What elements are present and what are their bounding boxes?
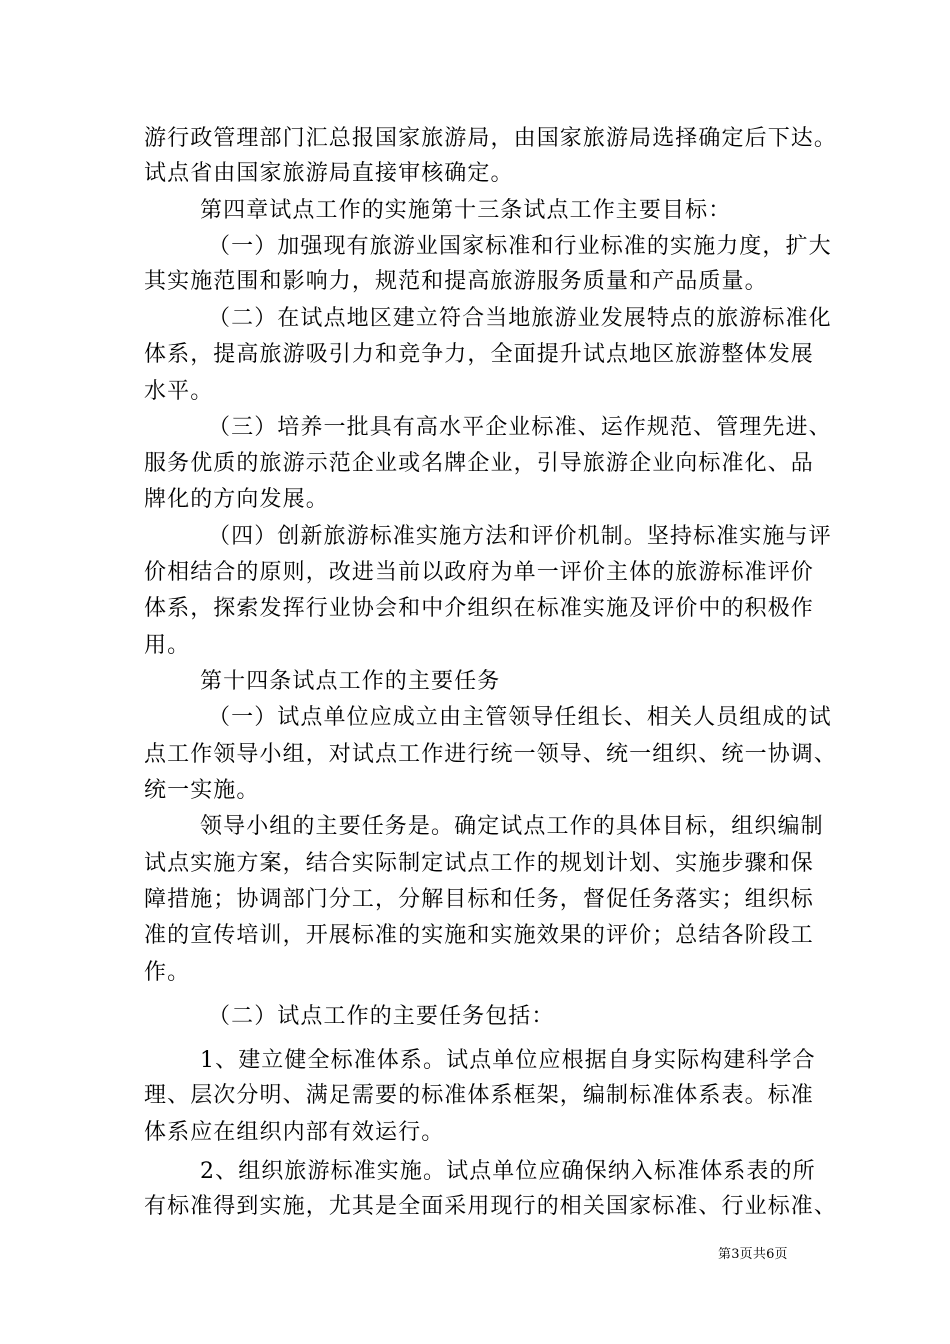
text-line: 其实施范围和影响力，规范和提高旅游服务质量和产品质量。 — [144, 269, 768, 294]
text-line: 障措施；协调部门分工，分解目标和任务，督促任务落实；组织标 — [144, 887, 814, 912]
text-line: 水平。 — [144, 379, 214, 404]
text-line: 试点省由国家旅游局直接审核确定。 — [144, 161, 514, 186]
text-line: 体系，探索发挥行业协会和中介组织在标准实施及评价中的积极作 — [144, 596, 814, 621]
text-line: 统一实施。 — [144, 778, 260, 803]
text-line: 作。 — [144, 960, 191, 985]
text-line: 理、层次分明、满足需要的标准体系框架，编制标准体系表。标准 — [144, 1083, 814, 1108]
text-line: 准的宣传培训，开展标准的实施和实施效果的评价；总结各阶段工 — [144, 923, 814, 948]
text-line: （二）试点工作的主要任务包括： — [208, 1004, 555, 1029]
text-line: （三）培养一批具有高水平企业标准、运作规范、管理先进、 — [208, 415, 832, 440]
text-line: 体系，提高旅游吸引力和竞争力，全面提升试点地区旅游整体发展 — [144, 342, 814, 367]
text-line: 有标准得到实施，尤其是全面采用现行的相关国家标准、行业标准、 — [144, 1194, 838, 1219]
text-line: 游行政管理部门汇总报国家旅游局，由国家旅游局选择确定后下达。 — [144, 126, 838, 151]
text-line: 用。 — [144, 633, 191, 658]
text-line: 牌化的方向发展。 — [144, 487, 329, 512]
text-line: （四）创新旅游标准实施方法和评价机制。坚持标准实施与评 — [208, 524, 832, 549]
text-line: （一）试点单位应成立由主管领导任组长、相关人员组成的试 — [208, 705, 832, 730]
section-heading: 第四章试点工作的实施第十三条试点工作主要目标： — [200, 198, 732, 223]
text-line: 领导小组的主要任务是。确定试点工作的具体目标，组织编制 — [200, 814, 824, 839]
text-line: （二）在试点地区建立符合当地旅游业发展特点的旅游标准化 — [208, 306, 832, 331]
section-heading: 第十四条试点工作的主要任务 — [200, 669, 501, 694]
text-line: 2、组织旅游标准实施。试点单位应确保纳入标准体系表的所 — [200, 1159, 816, 1184]
text-line: 1、建立健全标准体系。试点单位应根据自身实际构建科学合 — [200, 1048, 816, 1073]
text-line: 服务优质的旅游示范企业或名牌企业，引导旅游企业向标准化、品 — [144, 451, 814, 476]
text-line: 点工作领导小组，对试点工作进行统一领导、统一组织、统一协调、 — [144, 742, 838, 767]
text-line: 价相结合的原则，改进当前以政府为单一评价主体的旅游标准评价 — [144, 560, 814, 585]
text-line: （一）加强现有旅游业国家标准和行业标准的实施力度，扩大 — [208, 234, 832, 259]
page-number: 第3页共6页 — [718, 1247, 788, 1262]
text-line: 试点实施方案，结合实际制定试点工作的规划计划、实施步骤和保 — [144, 851, 814, 876]
text-line: 体系应在组织内部有效运行。 — [144, 1120, 445, 1145]
